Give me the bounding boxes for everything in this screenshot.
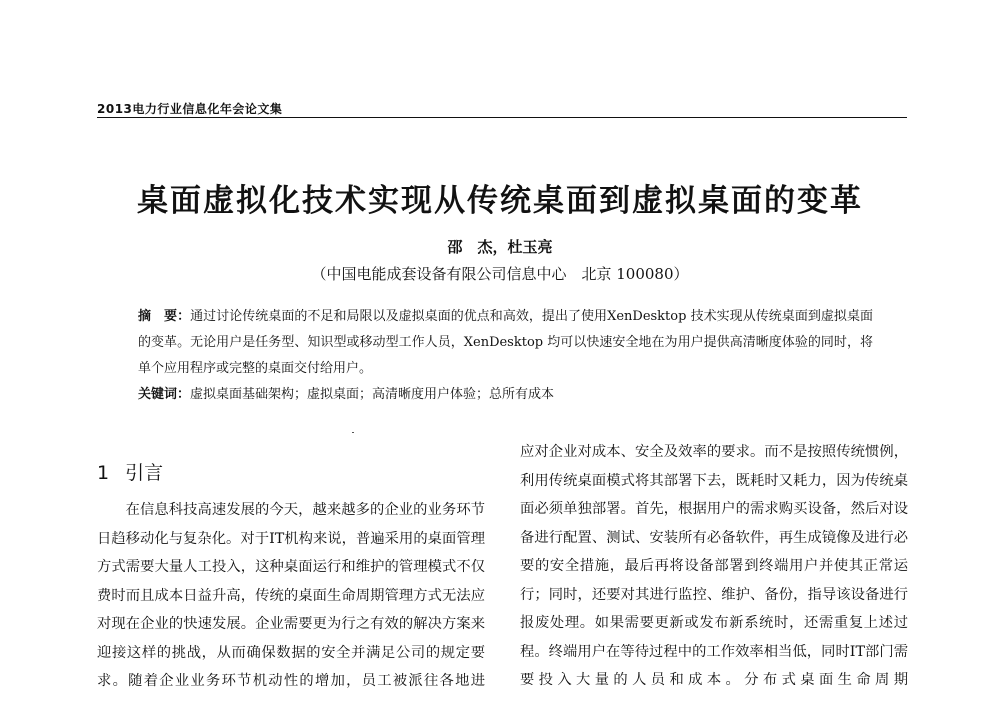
header-rule: [97, 117, 907, 118]
section-title: 引言: [125, 462, 164, 484]
body-right-column: 应对企业对成本、安全及效率的要求。而不是按照传统惯例，利用传统桌面模式将其部署下去，既耗时又耗力，因为传统桌面必须单独部署。首先，根据用户的需求购买设备，然后对设备进行配置、测试、安装所有必备软件，再生成镜像及进行必要的安全措施，最后再将设备部署到终端用户并使其正常运行；同时，还要对其进行监控、维护、备份，指导该设备进行报废处理。如果需要更新或发布新系统时，还需重复上述过程。终端用户在等待过程中的工作效率相当低，同时IT部门需要投入大量的人员和成本。分布式桌面生命周期: [520, 444, 908, 688]
abstract-label: 摘 要：: [138, 309, 191, 324]
keywords-label: 关键词：: [138, 387, 191, 402]
divider-mark: [352, 432, 354, 433]
affiliation: （中国电能成套设备有限公司信息中心 北京 100080）: [311, 265, 689, 283]
paper-title: 桌面虚拟化技术实现从传统桌面到虚拟桌面的变革: [137, 183, 863, 219]
abstract-text: 通过讨论传统桌面的不足和局限以及虚拟桌面的优点和高效，提出了使用XenDesktop 技术实现从传统桌面到虚拟桌面的变革。无论用户是任务型、知识型或移动型工作人员，XenDesktop 均可以快速安全地在为用户提供高清晰度体验的同时，将单个应用程序或完整的桌面交付给用户。: [138, 309, 873, 376]
body-left-column: 在信息科技高速发展的今天，越来越多的企业的业务环节日趋移动化与复杂化。对于IT机构来说，普遍采用的桌面管理方式需要大量人工投入，这种桌面运行和维护的管理模式不仅费时而且成本日益升高，传统的桌面生命周期管理方式无法应对现在企业的快速发展。企业需要更为行之有效的解决方案来迎接这样的挑战，从而确保数据的安全并满足公司的规定要求。随着企业业务环节机动性的增加，员工被派往各地进: [97, 502, 485, 689]
running-head: 2013电力行业信息化年会论文集: [97, 102, 283, 116]
section-heading: [97, 458, 163, 485]
authors: 邵 杰，杜玉亮: [447, 238, 553, 256]
abstract: [138, 304, 873, 382]
keywords-text: 虚拟桌面基础架构；虚拟桌面；高清晰度用户体验；总所有成本: [190, 387, 555, 402]
keywords: [138, 382, 873, 408]
section-number: 1: [97, 462, 110, 484]
